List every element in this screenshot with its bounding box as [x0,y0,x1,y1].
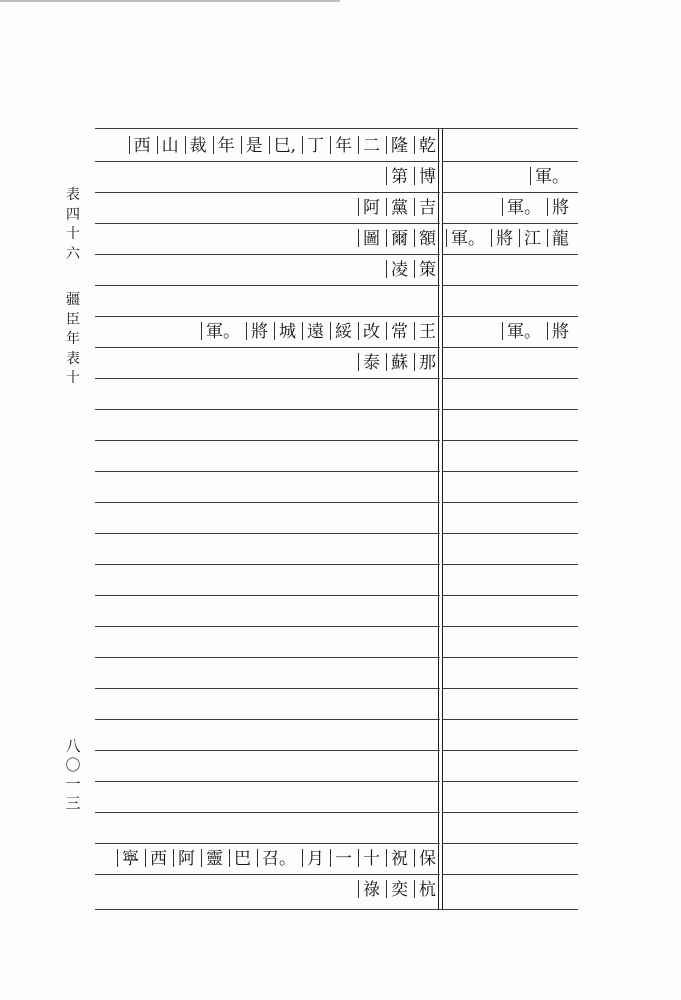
row-rule [442,378,578,379]
side-char: 疆 [66,292,80,308]
row-rule [95,347,440,348]
row-rule [442,657,578,658]
row-rule [95,595,440,596]
row-rule [442,223,578,224]
row-rule [442,874,578,875]
row-rule [95,378,440,379]
office-cell: 軍。 [524,164,569,190]
office-cell: 軍。 將 江 龍 [440,226,569,252]
row-rule [442,812,578,813]
office-cell: 軍。 將 [496,319,569,345]
row-rule [442,750,578,751]
side-char: 十 [66,226,80,242]
row-rule [95,564,440,565]
entry-cell: 凌 策 [380,257,436,283]
row-rule [95,254,440,255]
row-rule [95,409,440,410]
side-char: 〇 [65,756,81,774]
row-rule [95,533,440,534]
row-rule [442,595,578,596]
row-rule [95,223,440,224]
row-rule [442,626,578,627]
row-rule [442,843,578,844]
row-rule [442,688,578,689]
side-char: 六 [66,245,80,262]
row-rule [95,192,440,193]
row-rule [95,843,440,844]
row-rule [442,440,578,441]
page-number [62,737,84,813]
side-char: 四 [66,206,80,223]
row-rule [442,533,578,534]
side-char: 年 [66,331,80,347]
row-rule [442,409,578,410]
row-rule [442,316,578,317]
row-rule [95,657,440,658]
row-rule [442,192,578,193]
office-cell: 軍。 將 [496,195,569,221]
entry-cell: 第 博 [380,164,436,190]
row-rule [95,719,440,720]
entry-cell: 泰 蘇 那 [352,350,436,376]
row-rule [442,161,578,162]
side-title [62,186,84,264]
side-char: 十 [66,370,80,386]
row-rule [95,812,440,813]
row-rule [442,347,578,348]
row-rule [95,471,440,472]
page-top-rule [0,0,340,2]
row-rule [442,254,578,255]
year-table [95,128,578,910]
row-rule [442,564,578,565]
entry-cell: 阿 黨 吉 [352,195,436,221]
row-rule [442,471,578,472]
row-rule [95,285,440,286]
entry-cell: 西 山 裁 年 是 巳, 丁 年 二 隆 乾 [123,133,436,159]
column-divider [438,128,439,910]
row-rule [95,161,440,162]
row-rule [442,781,578,782]
row-rule [95,502,440,503]
side-char: 一 [65,775,81,793]
entry-cell: 祿 奕 杭 [352,877,436,903]
row-rule [442,719,578,720]
row-rule [95,750,440,751]
entry-cell: 軍。 將 城 遠 綏 改 常 王 [195,319,436,345]
side-char: 三 [65,794,81,812]
side-char: 表 [66,187,80,203]
side-char: 表 [66,350,80,367]
side-char: 八 [65,737,81,755]
row-rule [442,502,578,503]
entry-cell: 圖 爾 額 [352,226,436,252]
table-bottom-rule [95,909,578,910]
row-rule [95,316,440,317]
side-subtitle [62,291,84,389]
side-char: 臣 [66,311,80,328]
entry-cell: 寧 西 阿 靈 巴 召。 月 一 十 祝 保 [111,846,436,872]
row-rule [95,440,440,441]
table-top-rule [95,128,578,129]
row-rule [95,688,440,689]
row-rule [95,626,440,627]
row-rule [95,874,440,875]
row-rule [95,781,440,782]
row-rule [442,285,578,286]
